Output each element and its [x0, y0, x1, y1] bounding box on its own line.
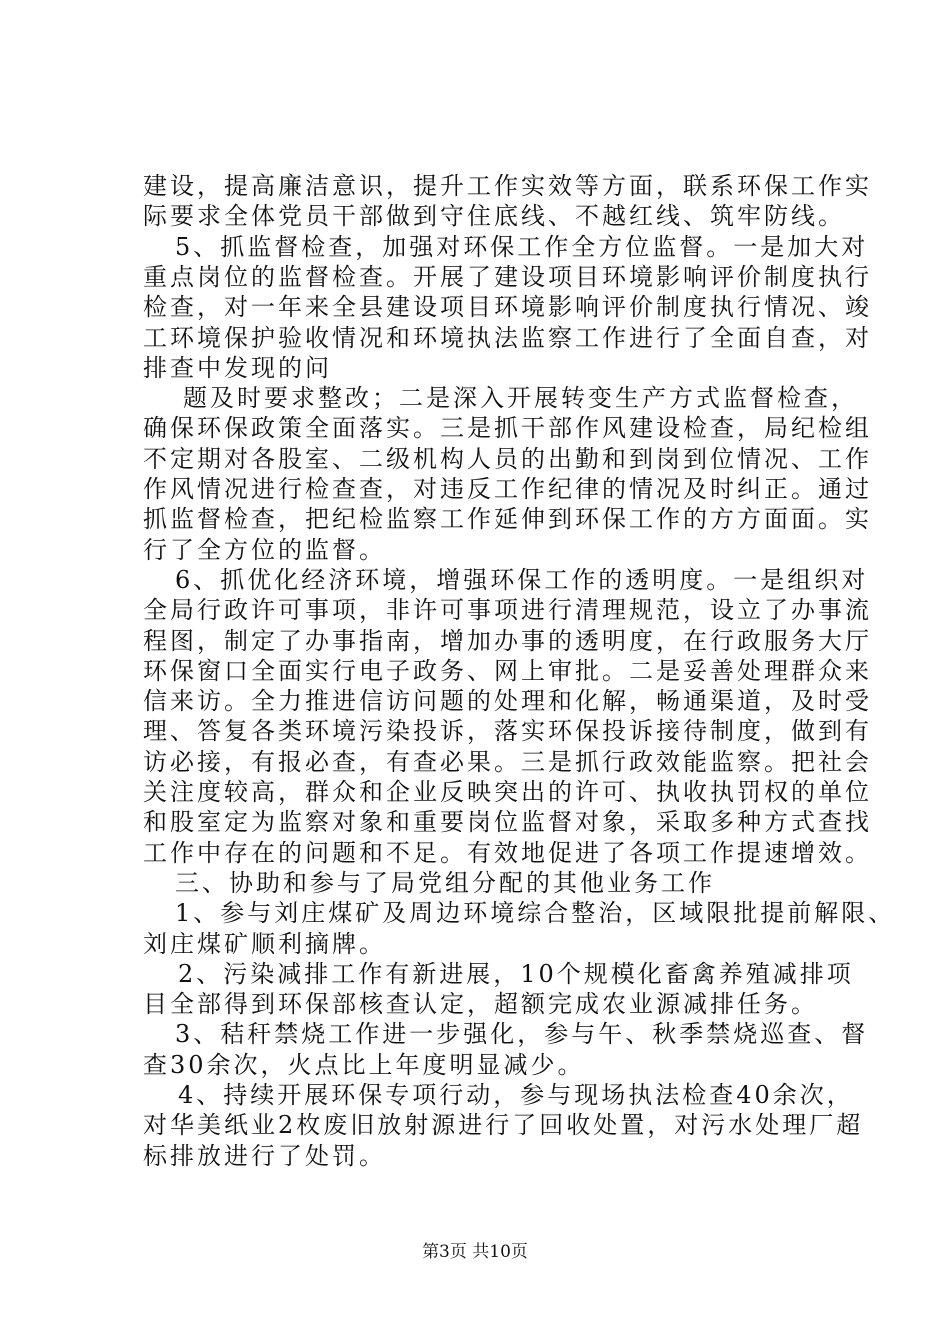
text-line: 和股室定为监察对象和重要岗位监督对象，采取多种方式查找: [143, 808, 872, 837]
text-line: 行了全方位的监督。: [143, 535, 386, 564]
text-line: 作风情况进行检查查，对违反工作纪律的情况及时纠正。通过: [143, 475, 872, 503]
text-line: 刘庄煤矿顺利摘牌。: [143, 929, 386, 958]
text-line: 4、持续开展环保专项行动，参与现场执法检查40余次，: [178, 1081, 854, 1109]
text-line: 工环境保护验收情况和环境执法监察工作进行了全面自查，对: [143, 323, 872, 352]
text-line: 标排放进行了处罚。: [143, 1141, 386, 1170]
text-line: 理、答复各类环境污染投诉，落实环保投诉接待制度，做到有: [143, 717, 872, 746]
text-line: 访必接，有报必查，有查必果。三是抓行政效能监察。把社会: [143, 747, 872, 776]
text-line: 检查，对一年来全县建设项目环境影响评价制度执行情况、竣: [143, 293, 872, 322]
text-line: 确保环保政策全面落实。三是抓干部作风建设检查，局纪检组: [143, 414, 872, 443]
text-line: 不定期对各股室、二级机构人员的出勤和到岗到位情况、工作: [143, 444, 872, 473]
text-line: 重点岗位的监督检查。开展了建设项目环境影响评价制度执行: [143, 262, 872, 291]
text-line: 1、参与刘庄煤矿及周边环境综合整治，区域限批提前解限、: [175, 899, 896, 928]
text-line: 目全部得到环保部核查认定，超额完成农业源减排任务。: [143, 990, 818, 1019]
text-line: 题及时要求整改；二是深入开展转变生产方式监督检查，: [183, 384, 858, 413]
text-line: 关注度较高，群众和企业反映突出的许可、执收执罚权的单位: [143, 778, 872, 806]
text-line: 对华美纸业2枚废旧放射源进行了回收处置，对污水处理厂超: [143, 1111, 864, 1140]
page-footer: 第3页 共10页: [422, 1242, 528, 1262]
text-line: 3、秸秆禁烧工作进一步强化，参与午、秋季禁烧巡查、督: [175, 1020, 869, 1049]
text-line: 6、抓优化经济环境，增强环保工作的透明度。一是组织对: [175, 565, 869, 594]
text-line: 全局行政许可事项，非许可事项进行清理规范，设立了办事流: [143, 596, 872, 625]
text-line: 查30余次，火点比上年度明显减少。: [143, 1050, 585, 1079]
section-heading: 三、协助和参与了局党组分配的其他业务工作: [175, 868, 715, 897]
text-line: 2、污染减排工作有新进展，10个规模化畜禽养殖减排项: [178, 959, 854, 988]
text-line: 环保窗口全面实行电子政务、网上审批。二是妥善处理群众来: [143, 656, 872, 685]
text-line: 程图，制定了办事指南，增加办事的透明度，在行政服务大厅: [143, 626, 872, 655]
text-line: 5、抓监督检查，加强对环保工作全方位监督。一是加大对: [175, 232, 869, 261]
text-line: 工作中存在的问题和不足。有效地促进了各项工作提速增效。: [143, 838, 872, 867]
text-line: 抓监督检查，把纪检监察工作延伸到环保工作的方方面面。实: [143, 505, 872, 534]
text-line: 际要求全体党员干部做到守住底线、不越红线、筑牢防线。: [143, 202, 845, 231]
text-line: 信来访。全力推进信访问题的处理和化解，畅通渠道，及时受: [143, 687, 872, 716]
text-line: 建设，提高廉洁意识，提升工作实效等方面，联系环保工作实: [143, 172, 872, 200]
text-line: 排查中发现的问: [143, 353, 332, 382]
